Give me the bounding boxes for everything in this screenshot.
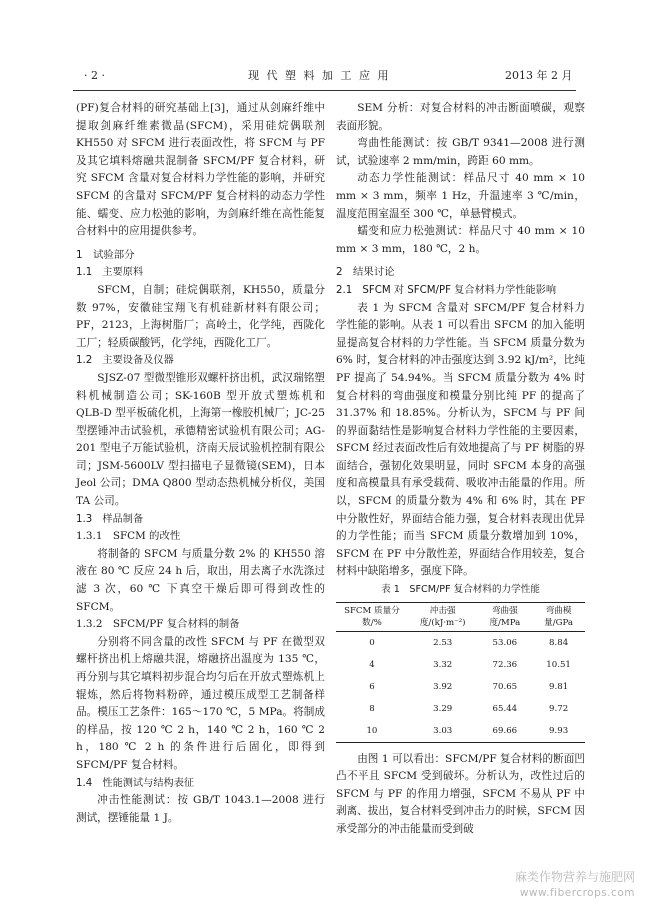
figure-analysis-paragraph: 由图 1 可以看出：SFCM/PF 复合材料的断面凹凸不平且 SFCM 受到破坏。分析认为，改性过后的 SFCM 与 PF 的作用力增强，SFCM 不易从 PF 中剥离、拔出，复合材料受到冲击力的时候，SFCM 因承受部分的冲击能量而受到破 <box>336 752 585 835</box>
table-row <box>336 676 585 698</box>
dma-paragraph: 动态力学性能测试：样品尺寸 40 mm × 10 mm × 3 mm，频率 1 Hz，升温速率 3 ℃/min，温度范围室温至 300 ℃，单悬臂模式。 <box>336 172 585 220</box>
table-cell: 8 <box>369 703 375 714</box>
flexural-paragraph: 弯曲性能测试：按 GB/T 9341—2008 进行测试，试验速率 2 mm/min，跨距 60 mm。 <box>336 137 585 167</box>
table-row <box>336 720 585 743</box>
sem-paragraph: SEM 分析：对复合材料的冲击断面喷碳，观察表面形貌。 <box>336 102 585 132</box>
section-1-3-2-heading: 1.3.2 SFCM/PF 复合材料的制备 <box>76 618 240 631</box>
table-cell: 9.81 <box>549 681 569 692</box>
table-row <box>336 631 585 654</box>
table-row <box>336 698 585 720</box>
table-cell: 3.29 <box>433 703 453 714</box>
table-cell: 65.44 <box>492 703 518 714</box>
section-1-1-heading: 1.1 主要原料 <box>76 267 144 279</box>
table-cell: 69.66 <box>478 720 533 743</box>
section-1-heading: 1 试验部分 <box>76 248 135 261</box>
table-cell: 9.72 <box>549 703 569 714</box>
table-cell: 4 <box>369 659 375 670</box>
table-cell: 0 <box>369 637 375 648</box>
section-1-2-heading: 1.2 主要设备及仪器 <box>76 355 174 367</box>
section-1-3-1-heading: 1.3.1 SFCM 的改性 <box>76 530 181 543</box>
section-1-4-heading: 1.4 性能测试与结构表征 <box>76 777 195 789</box>
section-2-1-heading: 2.1 SFCM 对 SFCM/PF 复合材料力学性能影响 <box>336 284 557 296</box>
table-cell: 9.93 <box>532 720 585 743</box>
header-sfcm-content: SFCM 质量分数/% <box>336 602 408 631</box>
table-cell: 10.51 <box>546 659 571 670</box>
table-cell: 3.32 <box>433 659 453 670</box>
table-cell: 72.36 <box>492 659 518 670</box>
table-cell: 70.65 <box>492 681 518 692</box>
discussion-paragraph: 表 1 为 SFCM 含量对 SFCM/PF 复合材料力学性能的影响。从表 1 可以看出 SFCM 的加入能明显提高复合材料的力学性能。当 SFCM 质量分数为 6% 时，复合材料的冲击强度达到 3.92 kJ/m²，比纯 PF 提高了 54.94%。当 SFCM 质量分数为 4% 时复合材料的弯曲强度和模量分别比纯 PF 的提高了 31.37% 和 18.85%。分析认为，SFCM 与 PF 间的界面黏结性是影响复合材料力学性能的主要因素，SFCM 经过表面改性后有效地提高了与 PF 树脂的界面结合，强韧化效果明显，同时 SFCM 本身的高强度和高模量具有承受载荷、吸收冲击能量的作用。所以，SFCM 的质量分数为 4% 和 6% 时，其在 PF 中分散性好，界面结合能力强，复合材料表现出优异的力学性能；而当 SFCM 质量分数增加到 10%，SFCM 在 PF 中分散性差，界面结合作用较差，复合材料中缺陷增多，强度下降。 <box>336 301 585 578</box>
site-watermark <box>471 869 635 905</box>
preparation-paragraph: 分别将不同含量的改性 SFCM 与 PF 在微型双螺杆挤出机上熔融共混，熔融挤出温度为 135 ℃，再分别与其它填料初步混合均匀后在开放式塑炼机上辊炼，然后将物料粉碎，通过模压成型工艺制备样品。模压工艺条件：165～170 ℃，5 MPa。将制成的样品，按 120 ℃ 2 h，140 ℃ 2 h，160 ℃ 2 h，180 ℃ 2 h 的条件进行后固化，即得到 SFCM/PF 复合材料。 <box>76 635 325 771</box>
table-header-row <box>336 602 585 631</box>
watermark-url: www.fibercrops.com <box>519 887 635 899</box>
issue-date: 2013 年 2 月 <box>505 69 573 82</box>
table-row <box>336 654 585 676</box>
impact-test-paragraph: 冲击性能测试：按 GB/T 1043.1—2008 进行测试，摆锤能量 1 J。 <box>76 794 325 824</box>
section-2-heading: 2 结果讨论 <box>336 266 395 279</box>
intro-paragraph: (PF)复合材料的研究基础上[3]，通过从剑麻纤维中提取剑麻纤维素微晶(SFCM)，采用硅烷偶联剂KH550 对 SFCM 进行表面改性，将 SFCM 与 PF 及其它填料熔融共混制备 SFCM/PF 复合材料，研究 SFCM 含量对复合材料力学性能的影响，并研究 SFCM 的含量对 SFCM/PF 复合材料的动态力学性能、蠕变、应力松弛的影响，为剑麻纤维在高性能复合材料中的应用提供参考。 <box>76 102 325 238</box>
table-cell: 3.03 <box>408 720 478 743</box>
modification-paragraph: 将制备的 SFCM 与质量分数 2% 的 KH550 溶液在 80 ℃ 反应 24 h 后，取出，用去离子水洗涤过滤 3 次，60 ℃ 下真空干燥后即可得到改性的 SFCM。 <box>76 547 325 613</box>
watermark-name: 麻类作物营养与施肥网 <box>514 870 635 884</box>
equipment-paragraph: SJSZ-07 型微型锥形双螺杆挤出机，武汉瑞铭塑料机械制造公司；SK-160B 型开放式塑炼机和 QLB-D 型平板硫化机，上海第一橡胶机械厂；JC-25 型摆锤冲击试验机，承德精密试验机有限公司；AG-201 型电子万能试验机，济南天辰试验机控制有限公司；JSM-5600LV 型扫描电子显微镜(SEM)，日本 Jeol 公司；DMA Q800 型动态热机械分析仪，美国 TA 公司。 <box>76 371 325 508</box>
properties-table <box>336 602 585 743</box>
header-impact-strength: 冲击强度/(kJ·m⁻²) <box>408 602 478 631</box>
right-column <box>336 100 585 839</box>
table-cell: 10 <box>336 720 408 743</box>
page-number: · 2 · <box>84 69 105 82</box>
creep-paragraph: 蠕变和应力松弛测试：样品尺寸 40 mm × 10 mm × 3 mm，180 ℃，2 h。 <box>336 225 585 255</box>
table-cell: 3.92 <box>433 681 453 692</box>
section-1-3-heading: 1.3 样品制备 <box>76 513 144 525</box>
table-cell: 8.84 <box>549 637 569 648</box>
header-flexural-modulus: 弯曲模量/GPa <box>532 602 585 631</box>
table-cell: 6 <box>369 681 375 692</box>
materials-paragraph: SFCM，自制；硅烷偶联剂，KH550，质量分数 97%，安徽硅宝翔飞有机硅新材料有限公司；PF，2123，上海树脂厂；高岭土，化学纯，西陇化工厂；轻质碳酸钙，化学纯，西陇化工厂。 <box>76 283 325 349</box>
header-flexural-strength: 弯曲强度/MPa <box>478 602 533 631</box>
table-cell: 53.06 <box>492 637 518 648</box>
journal-title: 现 代 塑 料 加 工 应 用 <box>248 69 391 82</box>
left-column <box>76 100 325 827</box>
table-caption: 表 1 SFCM/PF 复合材料的力学性能 <box>381 584 540 596</box>
header-rule <box>73 90 576 91</box>
table-cell: 2.53 <box>433 637 453 648</box>
